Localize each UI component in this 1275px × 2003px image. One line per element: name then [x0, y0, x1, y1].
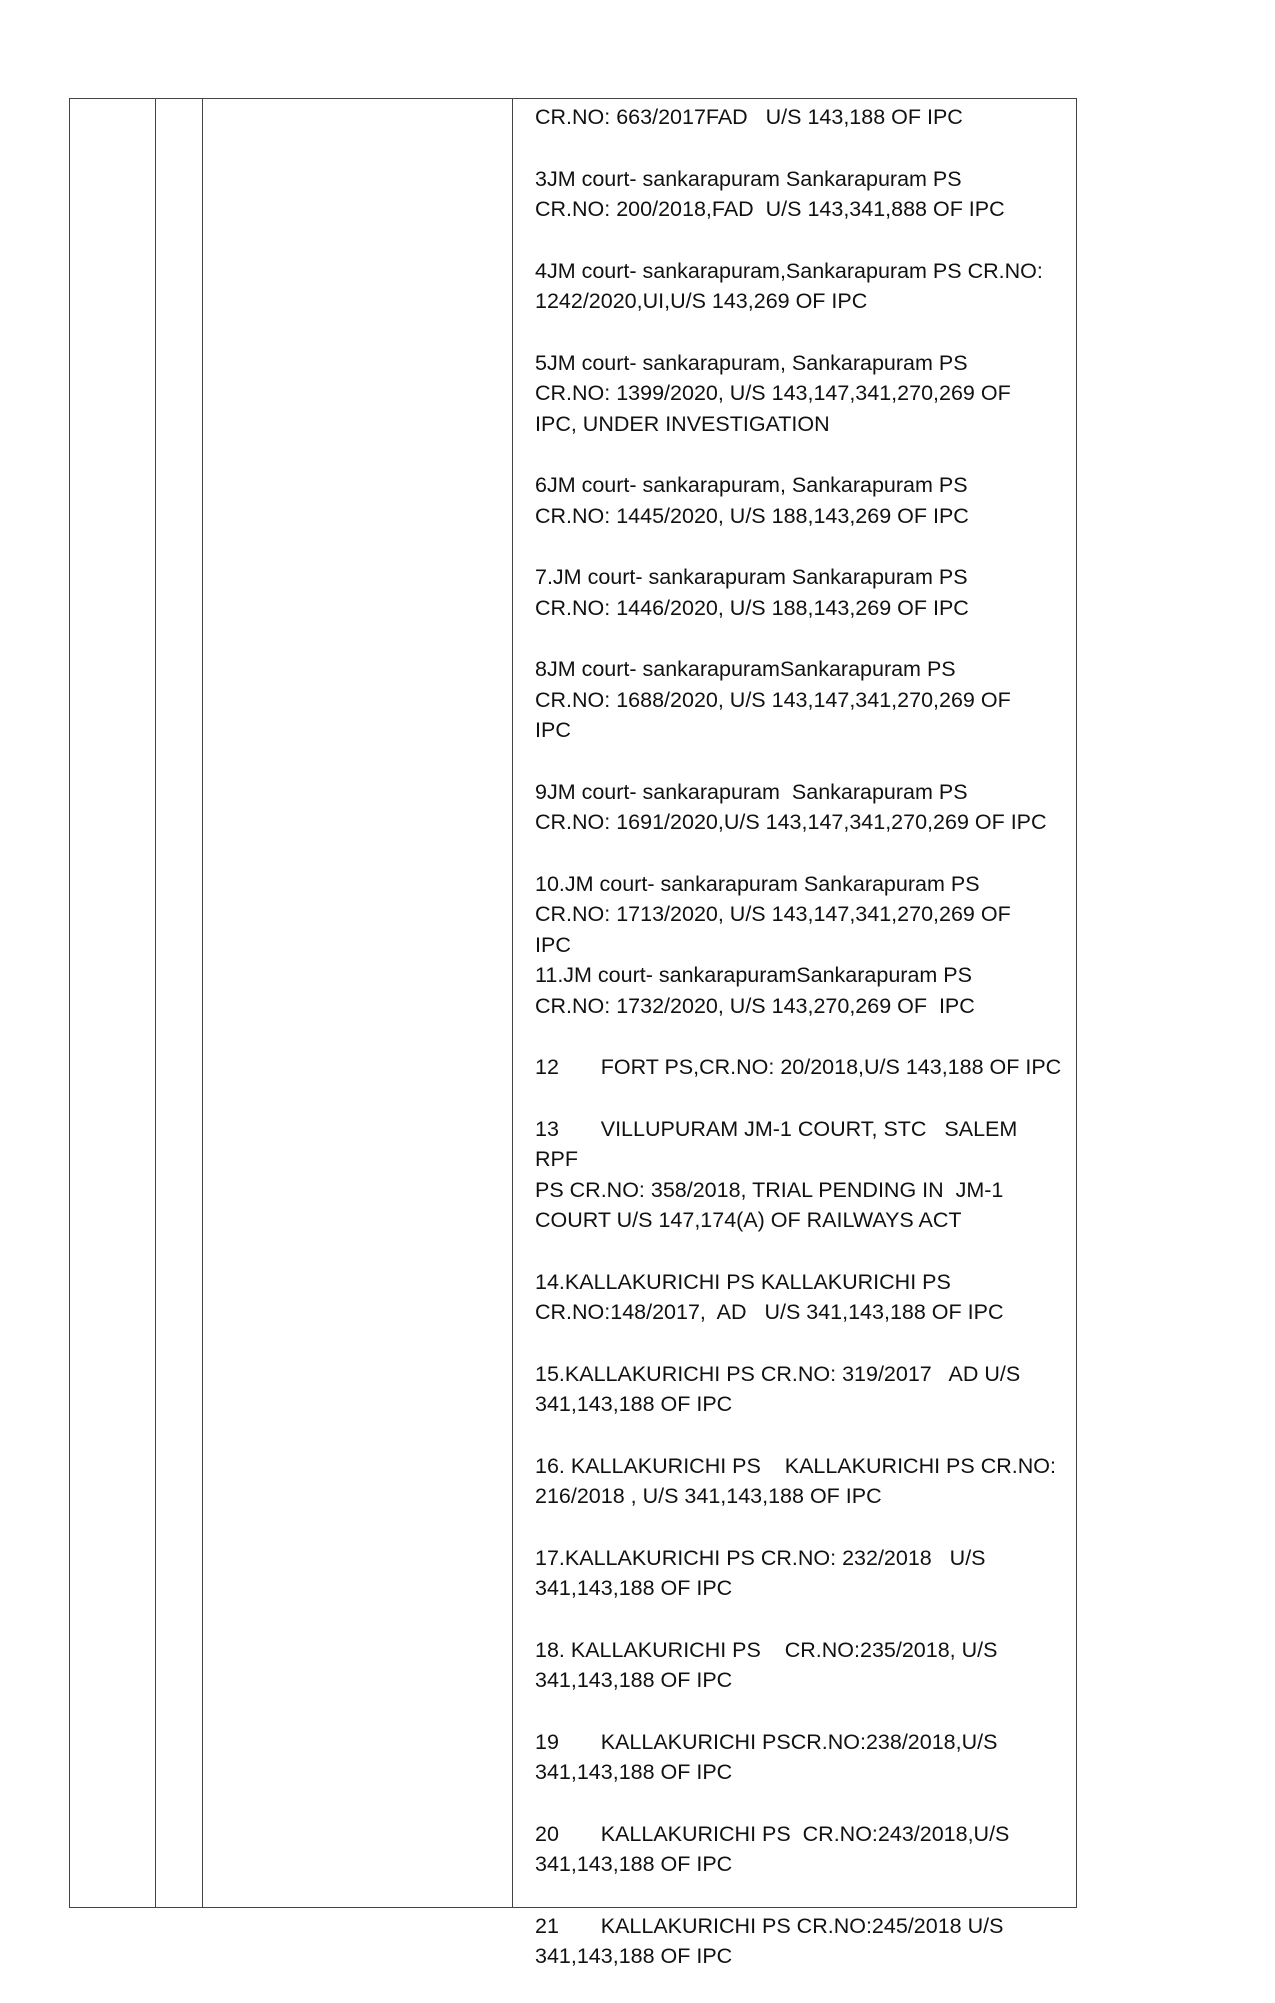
- case-entry-line: 341,143,188 OF IPC: [535, 1760, 733, 1784]
- case-entry-line: CR.NO: 1688/2020, U/S 143,147,341,270,269 OF: [535, 687, 1011, 712]
- column-divider: [202, 99, 203, 1907]
- case-entry-line: 3JM court- sankarapuram Sankarapuram PS: [535, 166, 962, 191]
- case-entry-line: 21 KALLAKURICHI PS CR.NO:245/2018 U/S: [535, 1913, 1004, 1938]
- case-entry-line: 1242/2020,UI,U/S 143,269 OF IPC: [535, 289, 868, 313]
- case-entry-line: CR.NO: 1445/2020, U/S 188,143,269 OF IPC: [535, 503, 969, 528]
- case-entry-line: 10.JM court- sankarapuram Sankarapuram PS: [535, 871, 980, 896]
- case-entry-line: 4JM court- sankarapuram,Sankarapuram PS CR.NO:: [535, 258, 1043, 283]
- case-entry: [535, 1359, 1064, 1420]
- case-entry-line: 341,143,188 OF IPC: [535, 1852, 733, 1876]
- case-entry-line: 14.KALLAKURICHI PS KALLAKURICHI PS: [535, 1269, 951, 1294]
- case-entry-line: 18. KALLAKURICHI PS CR.NO:235/2018, U/S: [535, 1637, 998, 1662]
- case-entry-line: 8JM court- sankarapuramSankarapuram PS: [535, 657, 956, 681]
- document-table: [69, 98, 1077, 1968]
- case-entry-line: PS CR.NO: 358/2018, TRIAL PENDING IN JM-1: [535, 1177, 1004, 1202]
- case-entry: [535, 869, 1064, 961]
- case-entry: [535, 960, 1064, 1021]
- case-entry-line: IPC: [535, 718, 571, 742]
- case-entry: [535, 654, 1064, 746]
- case-entry-line: 19 KALLAKURICHI PSCR.NO:238/2018,U/S: [535, 1729, 998, 1754]
- case-entry: [535, 1267, 1064, 1328]
- case-entry: [535, 562, 1064, 623]
- case-entry-line: 9JM court- sankarapuram Sankarapuram PS: [535, 779, 968, 804]
- case-entry: [535, 102, 1064, 133]
- case-entry-line: 15.KALLAKURICHI PS CR.NO: 319/2017 AD U/S: [535, 1361, 1021, 1386]
- case-entry-line: 16. KALLAKURICHI PS KALLAKURICHI PS CR.NO:: [535, 1453, 1056, 1478]
- case-entry: [535, 1451, 1064, 1512]
- column-divider: [512, 99, 513, 1907]
- case-entry-line: 12 FORT PS,CR.NO: 20/2018,U/S 143,188 OF IPC: [535, 1055, 1062, 1079]
- case-entry-line: CR.NO: 1446/2020, U/S 188,143,269 OF IPC: [535, 595, 969, 620]
- case-entry: [535, 1635, 1064, 1696]
- case-entry: [535, 1543, 1064, 1604]
- case-entry: [535, 164, 1064, 225]
- case-entry-line: CR.NO: 1691/2020,U/S 143,147,341,270,269 OF IPC: [535, 810, 1047, 834]
- case-entry-line: CR.NO: 1399/2020, U/S 143,147,341,270,269 OF: [535, 381, 1011, 405]
- case-entry-line: CR.NO: 663/2017FAD U/S 143,188 OF IPC: [535, 105, 963, 129]
- case-entry-line: 216/2018 , U/S 341,143,188 OF IPC: [535, 1484, 882, 1508]
- case-entry-line: 11.JM court- sankarapuramSankarapuram PS: [535, 963, 972, 987]
- case-entry: [535, 470, 1064, 531]
- case-entry-line: 7.JM court- sankarapuram Sankarapuram PS: [535, 565, 968, 589]
- case-entry-line: 5JM court- sankarapuram, Sankarapuram PS: [535, 350, 968, 375]
- case-entry-line: 341,143,188 OF IPC: [535, 1392, 733, 1416]
- case-entry-line: 20 KALLAKURICHI PS CR.NO:243/2018,U/S: [535, 1821, 1010, 1846]
- case-entry-line: 13 VILLUPURAM JM-1 COURT, STC SALEM RPF: [535, 1116, 1024, 1171]
- case-entry-line: COURT U/S 147,174(A) OF RAILWAYS ACT: [535, 1208, 962, 1232]
- case-entry: [535, 348, 1064, 440]
- case-entry-line: 341,143,188 OF IPC: [535, 1944, 733, 1968]
- case-entry-line: IPC: [535, 932, 571, 957]
- case-entry-line: CR.NO:148/2017, AD U/S 341,143,188 OF IPC: [535, 1300, 1004, 1324]
- case-entry-line: 17.KALLAKURICHI PS CR.NO: 232/2018 U/S: [535, 1545, 986, 1570]
- case-entry: [535, 1114, 1064, 1236]
- case-entry: [535, 1911, 1064, 1972]
- case-entry: [535, 256, 1064, 317]
- case-entry: [535, 777, 1064, 838]
- case-entry-line: 341,143,188 OF IPC: [535, 1576, 733, 1600]
- case-list-cell: [535, 102, 1064, 2003]
- case-entry-line: IPC, UNDER INVESTIGATION: [535, 411, 830, 436]
- case-entry-line: CR.NO: 1713/2020, U/S 143,147,341,270,269 OF: [535, 902, 1011, 926]
- column-divider: [155, 99, 156, 1907]
- case-entry: [535, 1819, 1064, 1880]
- case-entry-line: CR.NO: 200/2018,FAD U/S 143,341,888 OF IPC: [535, 197, 1005, 221]
- case-entry-line: CR.NO: 1732/2020, U/S 143,270,269 OF IPC: [535, 993, 975, 1018]
- case-entry: [535, 1052, 1064, 1083]
- case-entry: [535, 1727, 1064, 1788]
- case-entry-line: 341,143,188 OF IPC: [535, 1668, 733, 1692]
- case-entry-line: 6JM court- sankarapuram, Sankarapuram PS: [535, 473, 968, 497]
